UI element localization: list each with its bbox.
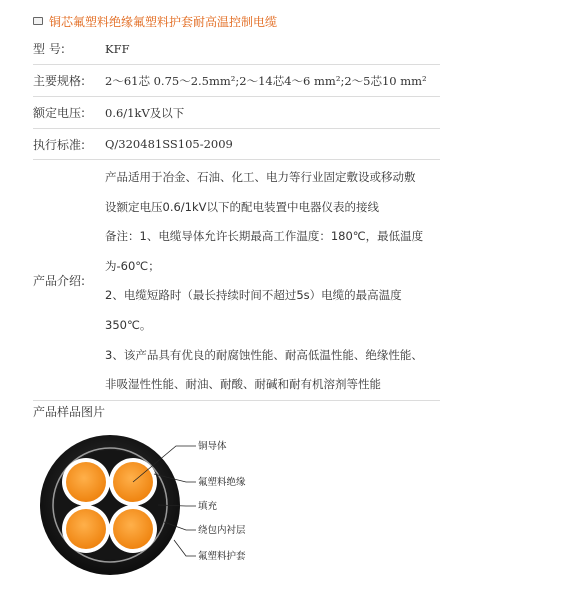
spec-row-rated-voltage — [33, 97, 440, 129]
cable-cross-section-diagram — [36, 432, 296, 578]
callout-copper-conductor: 铜导体 — [198, 441, 227, 452]
spec-label: 主要规格: — [33, 74, 86, 88]
intro-line: 3、该产品具有优良的耐腐蚀性能、耐高低温性能、绝缘性能、 — [105, 347, 423, 362]
intro-line: 350℃。 — [105, 317, 152, 332]
intro-line: 备注：1、电缆导体允许长期最高工作温度：180℃，最低温度 — [105, 229, 424, 244]
spec-value: KFF — [105, 41, 130, 56]
spec-value: 0.6/1kV及以下 — [105, 105, 185, 120]
spec-row-introduction — [33, 160, 440, 401]
spec-row-specification — [33, 65, 440, 97]
intro-text — [105, 160, 440, 400]
spec-row-model — [33, 33, 440, 65]
spec-value: Q/320481SS105-2009 — [105, 137, 233, 151]
page-title: 铜芯氟塑料绝缘氟塑料护套耐高温控制电缆 — [49, 14, 278, 29]
conductor — [113, 509, 153, 549]
title-bar — [33, 12, 277, 30]
conductor — [66, 509, 106, 549]
intro-line: 产品适用于冶金、石油、化工、电力等行业固定敷设或移动敷 — [105, 170, 416, 184]
intro-line: 为-60℃； — [105, 258, 160, 273]
spec-row-standard — [33, 129, 440, 160]
intro-line: 设额定电压0.6/1kV以下的配电装置中电器仪表的接线 — [105, 199, 380, 214]
square-icon — [33, 17, 43, 25]
intro-line: 2、电缆短路时（最长持续时间不超过5s）电缆的最高温度 — [105, 288, 402, 303]
spec-label: 额定电压: — [33, 106, 86, 120]
leader-line — [174, 540, 196, 556]
callout-filler: 填充 — [198, 501, 218, 512]
callout-fluoroplastic-sheath: 氟塑料护套 — [198, 551, 246, 562]
spec-label: 执行标准: — [33, 137, 86, 152]
sample-heading: 产品样品图片 — [33, 405, 106, 419]
spec-table — [33, 33, 440, 401]
spec-label: 型 号: — [33, 42, 65, 56]
callout-wrapped-inner-lining: 绕包内衬层 — [198, 525, 246, 536]
spec-label: 产品介绍: — [33, 273, 86, 288]
spec-value: 2～61芯 0.75～2.5mm²;2～14芯4～6 mm²;2～5芯10 mm² — [105, 73, 427, 88]
conductor — [66, 462, 106, 502]
callout-fluoroplastic-insulation: 氟塑料绝缘 — [198, 477, 246, 488]
intro-line: 非吸湿性性能、耐油、耐酸、耐碱和耐有机溶剂等性能 — [105, 377, 381, 392]
